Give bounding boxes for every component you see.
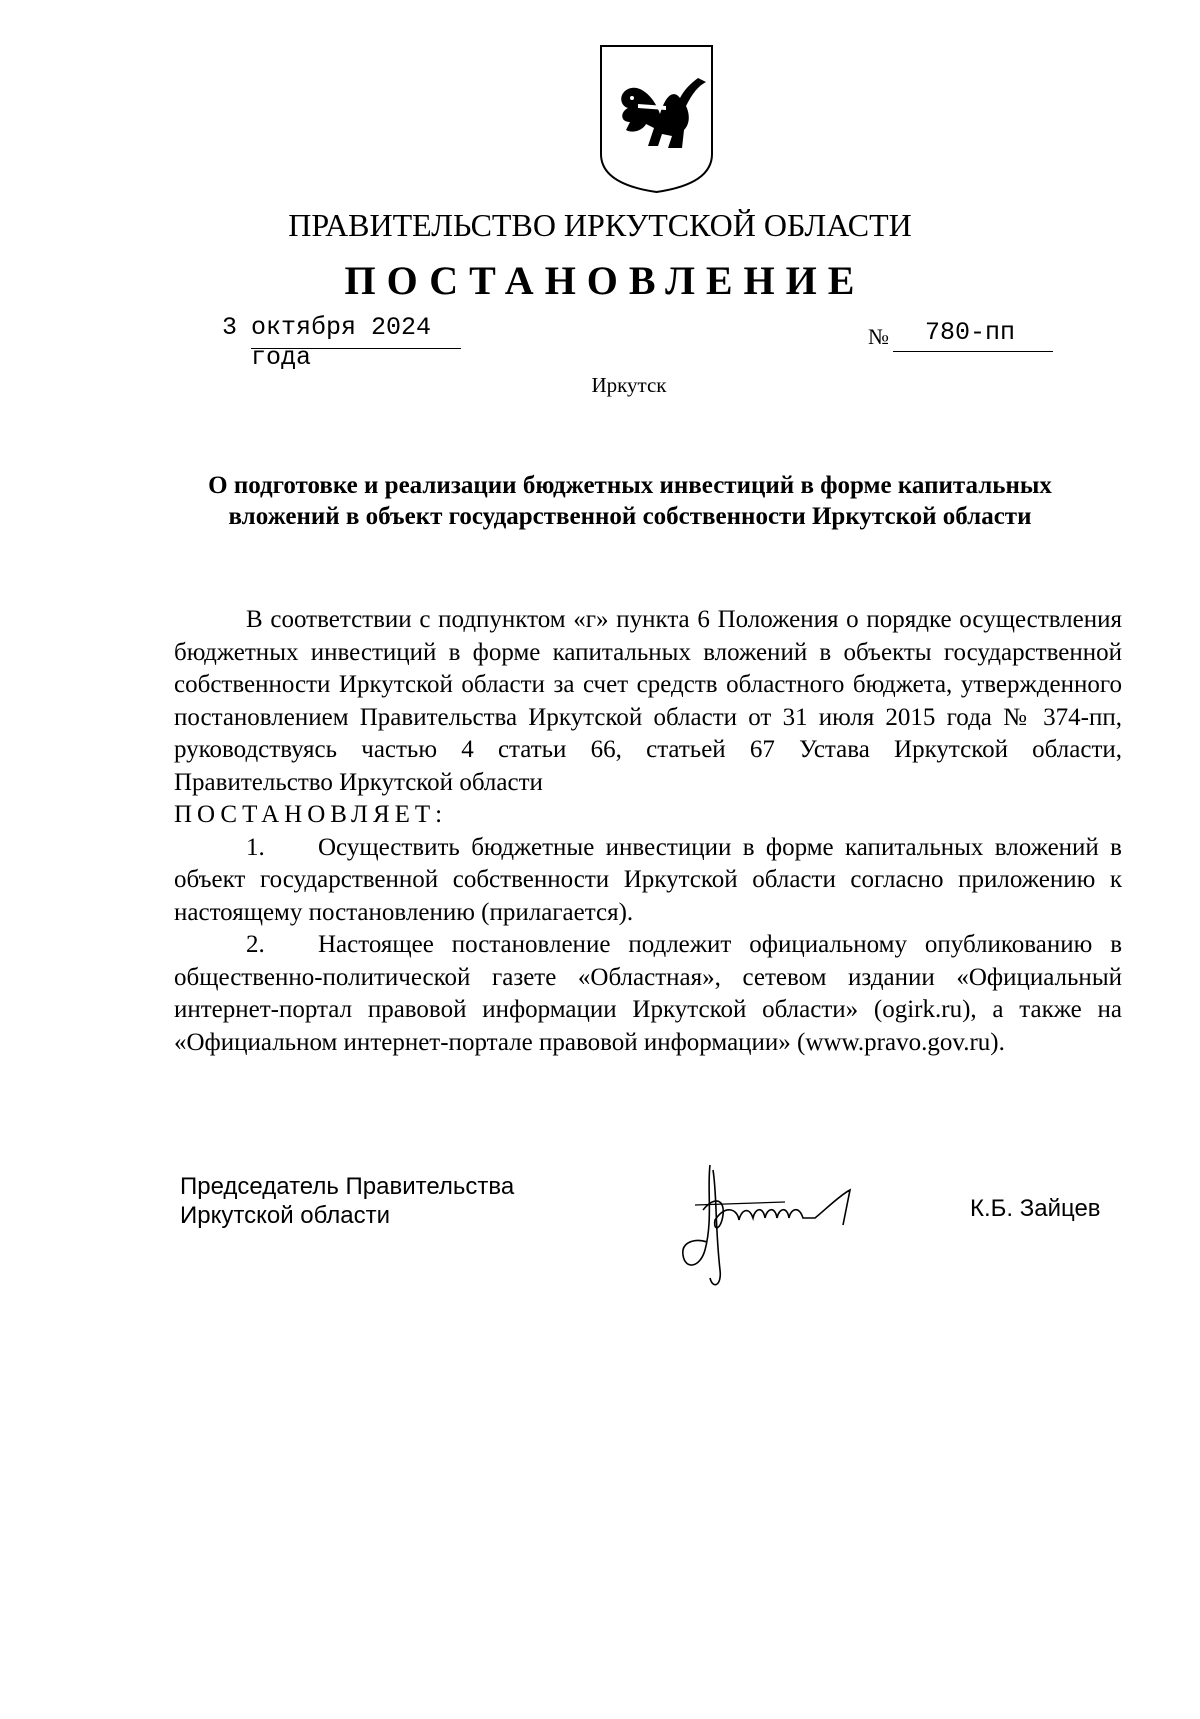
position-line: Иркутской области bbox=[180, 1202, 391, 1229]
item-text: Осуществить бюджетные инвестиции в форме капитальных вложений в объект государственной собственности Иркутской области согласно приложению к настоящему постановлению (прилагается). bbox=[174, 833, 1122, 926]
item-number: 1. bbox=[246, 833, 265, 861]
handwritten-signature bbox=[665, 1150, 915, 1290]
issuing-city: Иркутск bbox=[591, 373, 667, 397]
number-underline bbox=[893, 351, 1053, 352]
list-item bbox=[174, 832, 1122, 930]
document-type: ПОСТАНОВЛЕНИЕ bbox=[344, 258, 866, 303]
position-line: Председатель Правительства bbox=[180, 1173, 515, 1200]
date-day: 3 bbox=[222, 313, 238, 342]
government-name: ПРАВИТЕЛЬСТВО ИРКУТСКОЙ ОБЛАСТИ bbox=[288, 207, 912, 243]
resolves-heading: ПОСТАНОВЛЯЕТ: bbox=[174, 801, 448, 828]
item-number: 2. bbox=[246, 931, 265, 958]
item-text: Настоящее постановление подлежит официальному опубликованию в общественно-политической газете «Областная», сетевом издании «Официальный интернет-портал правовой информации Иркутской области» (ogirk.ru), а также на «Официальном интернет-портале правовой информации» (www.pravo.gov.ru). bbox=[174, 931, 1122, 1056]
signatory-name: К.Б. Зайцев bbox=[970, 1195, 1101, 1222]
number-sign: № bbox=[868, 324, 889, 349]
signatory-position bbox=[180, 1172, 514, 1230]
preamble: В соответствии с подпунктом «г» пункта 6 Положения о порядке осуществления бюджетных инвестиций в форме капитальных вложений в объекты государственной собственности Иркутской области за счет средств областного бюджета, утвержденного постановлением Правительства Иркутской области от 31 июля 2015 года № 374-пп, руководствуясь частью 4 статьи 66, статьей 67 Устава Иркутской области, Правительство Иркутской области bbox=[174, 606, 1122, 796]
document-number: 780-пп bbox=[925, 318, 1016, 347]
date-underline bbox=[251, 348, 461, 349]
document-body bbox=[174, 604, 1122, 1059]
document-date: октября 2024 года bbox=[251, 313, 432, 372]
list-item bbox=[174, 929, 1122, 1059]
coat-of-arms-icon bbox=[598, 44, 715, 194]
document-title: О подготовке и реализации бюджетных инвестиций в форме капитальных вложений в объект государственной собственности Иркутской области bbox=[208, 472, 1052, 530]
